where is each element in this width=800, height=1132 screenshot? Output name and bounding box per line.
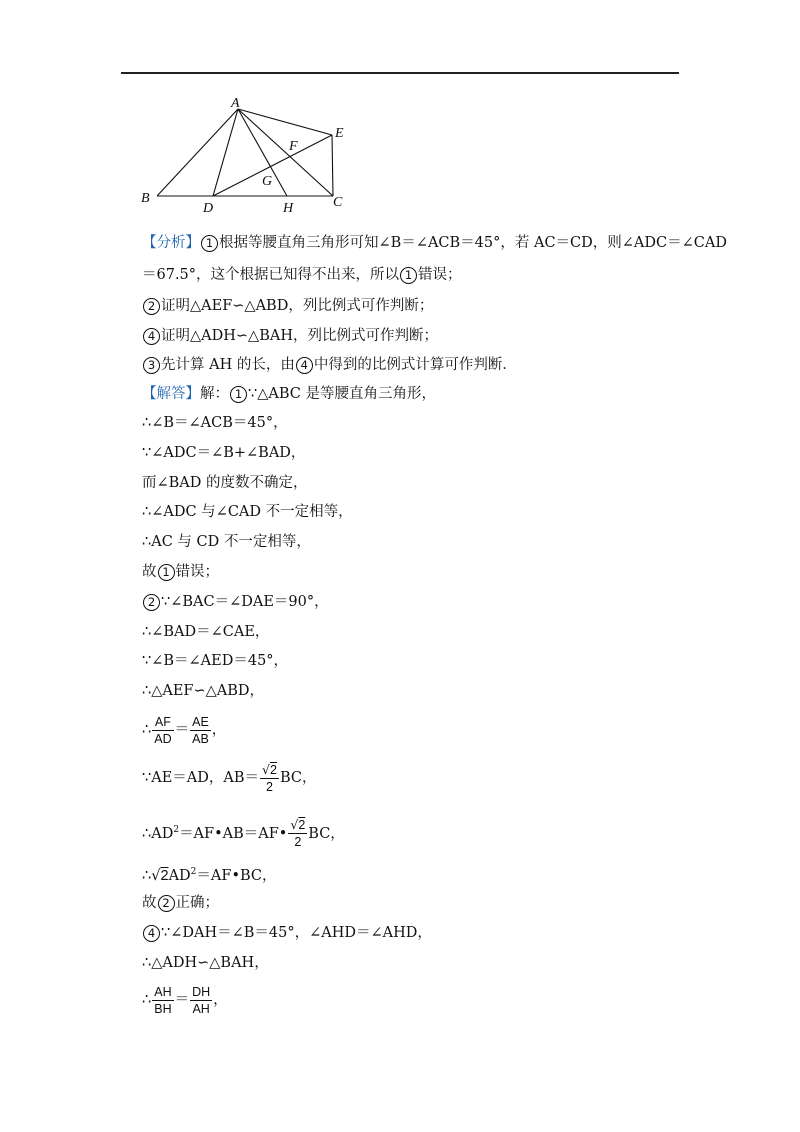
solution-line-14 — [142, 812, 345, 852]
label-E: E — [335, 126, 344, 141]
header-rule — [121, 72, 679, 74]
fraction-numerator: DH — [192, 984, 211, 999]
fraction-numerator: AE — [192, 714, 209, 729]
fraction-numerator — [260, 762, 279, 779]
solution-line-13 — [142, 760, 316, 796]
solution-line-1-text: ∵△ABC 是等腰直角三角形， — [248, 386, 436, 402]
fraction-AE-AB — [190, 714, 211, 747]
circled-1: 1 — [201, 235, 218, 252]
solution-line-6: ∴AC 与 CD 不一定相等， — [142, 534, 311, 550]
solution-line-17-text: ∵∠DAH＝∠B＝45°，∠AHD＝∠AHD， — [161, 925, 432, 941]
segment-DE — [213, 135, 332, 196]
analysis-line-5-end: 中得到的比例式计算可作判断． — [313, 357, 517, 373]
label-D: D — [203, 201, 214, 216]
solution-line-15-pre: ∴ — [142, 867, 152, 884]
superscript: 2 — [190, 867, 197, 877]
circled-4: 4 — [143, 328, 160, 345]
analysis-tag: 【分析】 — [142, 235, 200, 251]
fraction-AF-AD — [152, 714, 173, 747]
sqrt-sign: √ — [262, 761, 270, 777]
solution-line-2: ∴∠B＝∠ACB＝45°， — [142, 415, 288, 431]
circled-1: 1 — [400, 267, 417, 284]
solution-line-9: ∴∠BAD＝∠CAE， — [142, 624, 270, 640]
fraction-denominator: AH — [192, 1001, 210, 1016]
circled-3: 3 — [143, 357, 160, 374]
solution-line-12-end: ， — [211, 722, 227, 738]
circled-1: 1 — [158, 564, 175, 581]
solution-line-19 — [142, 982, 228, 1018]
analysis-line-1-text: 根据等腰直角三角形可知∠B＝∠ACB＝45°，若 AC＝CD，则∠ADC＝∠CAD — [219, 235, 727, 251]
solution-line-3: ∵∠ADC＝∠B+∠BAD， — [142, 445, 306, 461]
fraction-numerator: AF — [152, 714, 173, 731]
solution-line-8 — [142, 592, 329, 612]
circled-2: 2 — [143, 594, 160, 611]
solution-line-10: ∵∠B＝∠AED＝45°， — [142, 653, 289, 669]
fraction-denominator: BH — [154, 1001, 172, 1016]
fraction-denominator: AB — [192, 731, 209, 746]
solution-line-4: 而∠BAD 的度数不确定， — [142, 475, 308, 491]
solution-line-8-text: ∵∠BAC＝∠DAE＝90°， — [161, 594, 329, 610]
segment-EC — [332, 135, 333, 196]
solution-line-15-mid: AD — [168, 867, 191, 884]
fraction-denominator: AD — [154, 731, 172, 746]
solution-line-16-end: 正确； — [175, 895, 219, 911]
analysis-line-5 — [142, 355, 517, 375]
label-C: C — [333, 195, 343, 210]
solution-line-15 — [142, 862, 277, 886]
solution-line-7-end: 错误； — [175, 564, 219, 580]
radicand: 2 — [269, 762, 277, 777]
label-A: A — [231, 96, 240, 111]
analysis-line-2-end: 错误； — [418, 267, 462, 283]
superscript: 2 — [173, 825, 180, 835]
solution-line-13-end: BC， — [279, 770, 317, 786]
solution-line-5: ∴∠ADC 与∠CAD 不一定相等， — [142, 504, 353, 520]
fraction-numerator — [288, 817, 307, 834]
circled-4: 4 — [296, 357, 313, 374]
solution-line-17 — [142, 923, 432, 943]
solution-line-19-end: ， — [213, 992, 228, 1008]
solution-line-7 — [142, 562, 219, 582]
solution-line-16 — [142, 893, 219, 913]
label-H: H — [283, 201, 294, 216]
analysis-line-3 — [142, 296, 433, 316]
solution-line-12 — [142, 712, 226, 748]
solution-line-18: ∴△ADH∽△BAH， — [142, 955, 269, 971]
solution-line-1 — [142, 384, 436, 404]
analysis-line-3-text: 证明△AEF∽△ABD，列比例式可作判断； — [161, 298, 434, 314]
fraction-root2-over-2 — [260, 762, 279, 795]
solution-line-13-pre: ∵AE＝AD，AB＝ — [142, 770, 260, 786]
solution-line-14-mid: ＝AF•AB＝AF• — [179, 825, 288, 842]
solution-line-16-pre: 故 — [142, 895, 157, 911]
circled-4: 4 — [143, 925, 160, 942]
label-G: G — [262, 174, 273, 189]
solution-line-14-pre: ∴AD — [142, 825, 174, 842]
fraction-denominator: 2 — [266, 779, 273, 794]
solution-line-12-pre: ∴ — [142, 722, 152, 738]
label-B: B — [141, 191, 150, 206]
label-F: F — [289, 139, 298, 154]
solution-line-14-end: BC， — [308, 825, 345, 842]
fraction-denominator: 2 — [294, 835, 302, 850]
fraction-root2-over-2 — [288, 817, 307, 850]
analysis-line-4 — [142, 326, 438, 346]
solution-line-19-pre: ∴ — [142, 992, 152, 1008]
analysis-line-2-text: ＝67.5°，这个根据已知得不出来，所以 — [142, 267, 400, 283]
circled-2: 2 — [158, 895, 175, 912]
equals-sign: ＝ — [174, 722, 190, 738]
geometry-figure — [135, 90, 365, 220]
analysis-line-5-text: 先计算 AH 的长，由 — [161, 357, 295, 373]
circled-2: 2 — [143, 298, 160, 315]
radicand: 2 — [160, 867, 169, 884]
fraction-numerator: AH — [154, 984, 172, 999]
analysis-line-4-text: 证明△ADH∽△BAH，列比例式可作判断； — [161, 328, 438, 344]
circled-1: 1 — [230, 386, 247, 403]
fraction-DH-AH — [190, 984, 212, 1017]
solution-line-1-pre: 解： — [200, 386, 229, 402]
sqrt-sign: √ — [151, 867, 161, 884]
analysis-line-2 — [142, 265, 462, 285]
solution-line-11: ∴△AEF∽△ABD， — [142, 683, 265, 699]
analysis-line-1 — [142, 233, 727, 253]
solution-line-15-end: ＝AF•BC， — [196, 867, 277, 884]
fraction-AH-BH — [152, 984, 173, 1017]
sqrt-sign: √ — [290, 817, 299, 833]
equals-sign: ＝ — [174, 992, 190, 1008]
radicand: 2 — [298, 818, 306, 833]
solution-line-7-pre: 故 — [142, 564, 157, 580]
solution-tag: 【解答】 — [142, 386, 200, 402]
